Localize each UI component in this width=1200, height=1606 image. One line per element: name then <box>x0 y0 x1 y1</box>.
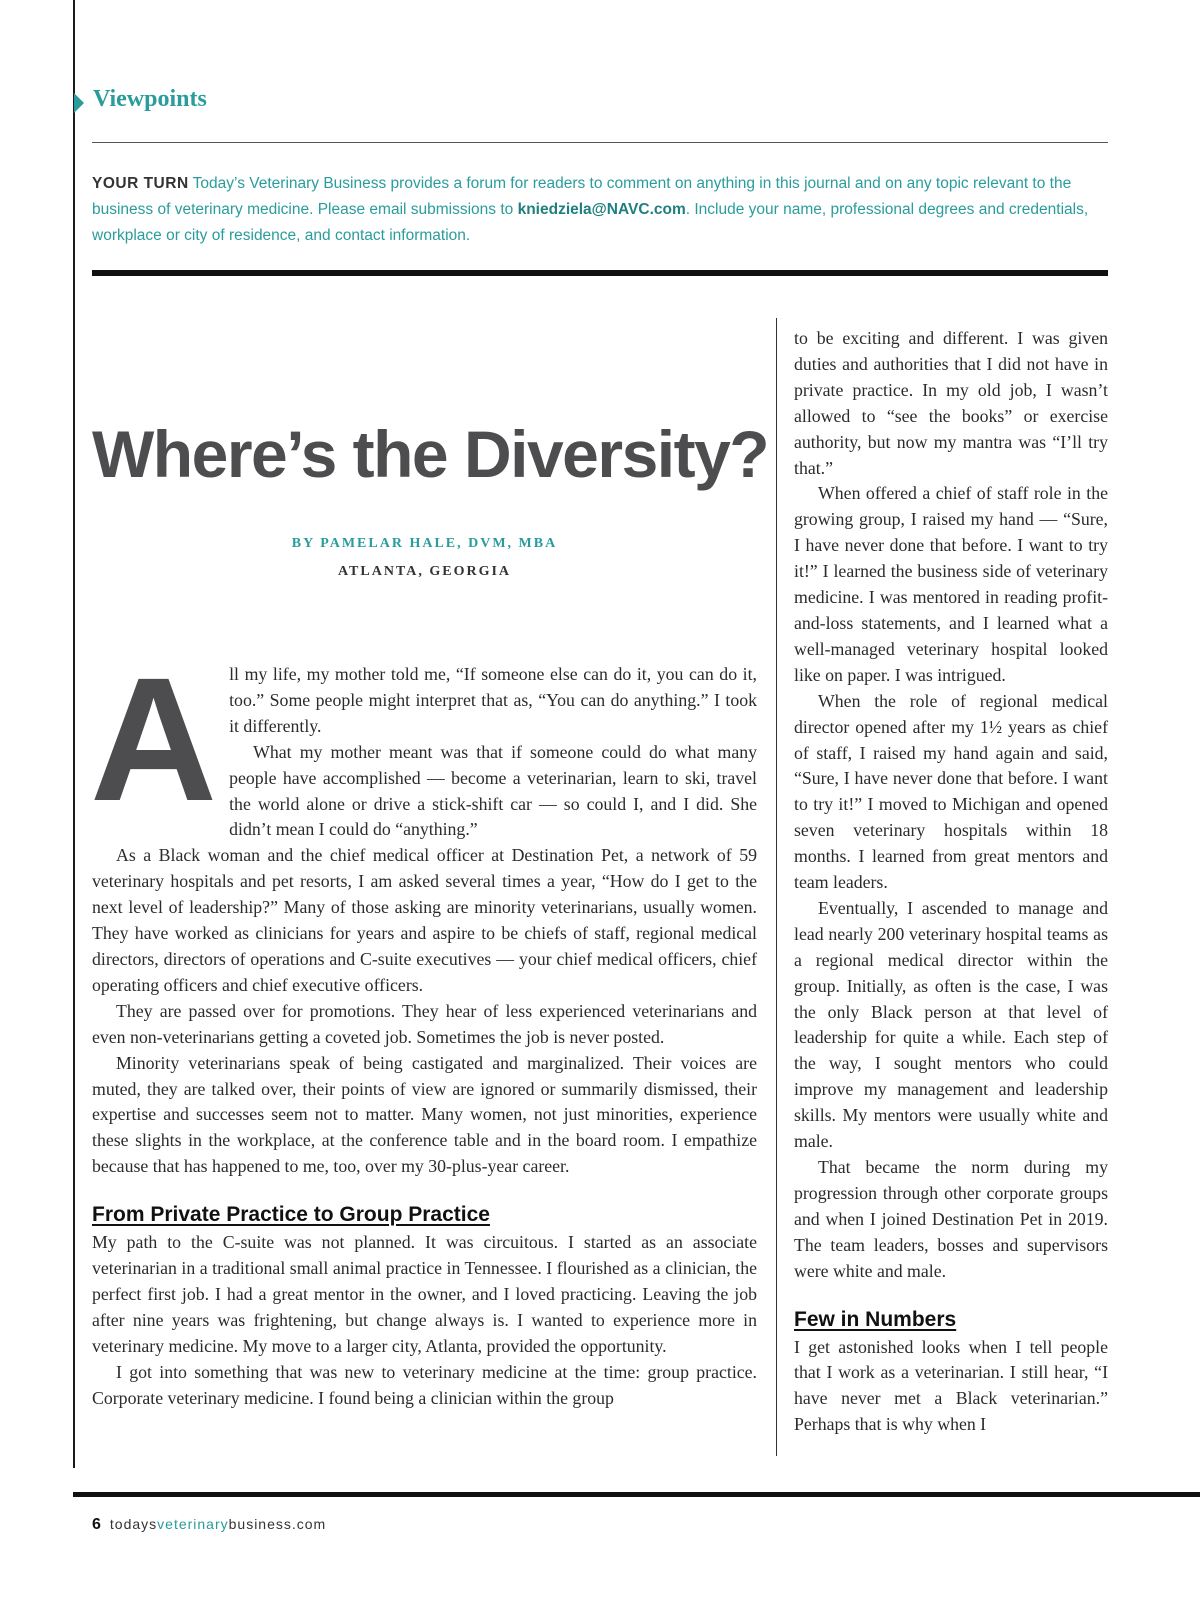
paragraph: They are passed over for promotions. They hear of less experienced veterinarians and even non-veterinarians getting a coveted job. Sometimes the job is never posted. <box>92 1000 757 1047</box>
your-turn-text-after: . Include your name, professional degrees and credentials, workplace or city of residence, and contact information. <box>92 201 1089 244</box>
your-turn-notice <box>92 171 1108 249</box>
thick-divider <box>92 270 1108 276</box>
paragraph: As a Black woman and the chief medical officer at Destination Pet, a network of 59 veterinary hospitals and pet resorts, I am asked several times a year, “How do I get to the next level of leadership?” Many of those asking are minority veterinarians, usually women. They have worked as clinicians for years and aspire to be chiefs of staff, regional medical directors, directors of operations and C-suite executives — your chief medical officers, chief operating officers and chief executive officers. <box>92 845 757 995</box>
page-number: 6 <box>92 1516 102 1533</box>
article-right-column <box>794 326 1108 1438</box>
paragraph: to be exciting and different. I was given duties and authorities that I did not have in private practice. In my old job, I wasn’t allowed to “see the books” or exercise authority, but now my mantra was “I’ll try that.” <box>794 328 1108 478</box>
paragraph: My path to the C-suite was not planned. It was circuitous. I started as an associate veterinarian in a traditional small animal practice in Tennessee. I flourished as a clinician, the perfect first job. I had a great mentor in the owner, and I loved practicing. Leaving the job after nine years was frightening, but change always is. I wanted to experience more in veterinary medicine. My move to a larger city, Atlanta, provided the opportunity. <box>92 1232 757 1356</box>
paragraph: Minority veterinarians speak of being castigated and marginalized. Their voices are muted, they are talked over, their points of view are ignored or summarily dismissed, their expertise and successes seem not to matter. Many women, not just minorities, experience these slights in the workplace, at the conference table and in the board room. I empathize because that has happened to me, too, over my 30-plus-year career. <box>92 1052 757 1177</box>
section-label: Viewpoints <box>93 86 207 112</box>
paragraph: What my mother meant was that if someone could do what many people have accomplished — become a veterinarian, learn to ski, travel the world alone or drive a stick-shift car — so could I, and I did. She didn’t mean I could do “anything.” <box>229 741 757 840</box>
paragraph: Eventually, I ascended to manage and lead nearly 200 veterinary hospital teams as a regional medical director within the group. Initially, as often is the case, I was the only Black person at that level of leadership for quite a while. Each step of the way, I sought mentors who could improve my management and leadership skills. My mentors were usually white and male. <box>794 897 1108 1152</box>
paragraph: All my life, my mother told me, “If someone else can do it, you can do it, too.” Some people might interpret that as, “You can do anything.” I took it differently. <box>90 642 757 838</box>
site-url[interactable]: todaysveterinarybusiness.com <box>109 1516 327 1532</box>
article-left-column <box>90 642 757 1411</box>
column-divider <box>776 318 777 1456</box>
paragraph: I got into something that was new to veterinary medicine at the time: group practice. Corporate veterinary medicine. I found being a clinician within the group <box>92 1361 757 1408</box>
page-footer <box>92 1516 326 1534</box>
section-arrow-icon <box>74 93 84 113</box>
footer-rule <box>73 1492 1200 1497</box>
your-turn-lead: YOUR TURN <box>92 175 189 192</box>
your-turn-text: Today’s Veterinary Business provides a forum for readers to comment on anything in this journal and on any topic relevant to the business of veterinary medicine. Please email submissions to <box>92 175 1072 218</box>
paragraph: That became the norm during my progression through other corporate groups and when I joined Destination Pet in 2019. The team leaders, bosses and supervisors were white and male. <box>794 1157 1108 1281</box>
left-margin-rule <box>73 0 75 1468</box>
paragraph: When the role of regional medical director opened after my 1½ years as chief of staff, I raised my hand again and said, “Sure, I have never done that before. I want to try it!” I moved to Michigan and opened seven veterinary hospitals within 18 months. I learned from great mentors and team leaders. <box>794 690 1108 893</box>
article-byline: BY PAMELAR HALE, DVM, MBA <box>291 536 558 551</box>
subheading: Few in Numbers <box>794 1307 957 1331</box>
paragraph: I get astonished looks when I tell people that I work as a veterinarian. I still hear, “I have never met a Black veterinarian.” Perhaps that is why when I <box>794 1336 1108 1435</box>
article-title: Where’s the Diversity? <box>92 417 769 491</box>
article-location: ATLANTA, GEORGIA <box>337 564 512 579</box>
drop-cap: A <box>90 642 218 838</box>
submission-email-link[interactable]: kniedziela@NAVC.com <box>517 201 686 218</box>
paragraph: When offered a chief of staff role in the growing group, I raised my hand — “Sure, I have never done that before. I want to try it!” I learned the business side of veterinary medicine. I was mentored in reading profit-and-loss statements, and I learned what a well-managed veterinary hospital looked like on paper. I was intrigued. <box>794 483 1108 685</box>
header-divider <box>92 142 1108 143</box>
subheading: From Private Practice to Group Practice <box>92 1203 490 1227</box>
